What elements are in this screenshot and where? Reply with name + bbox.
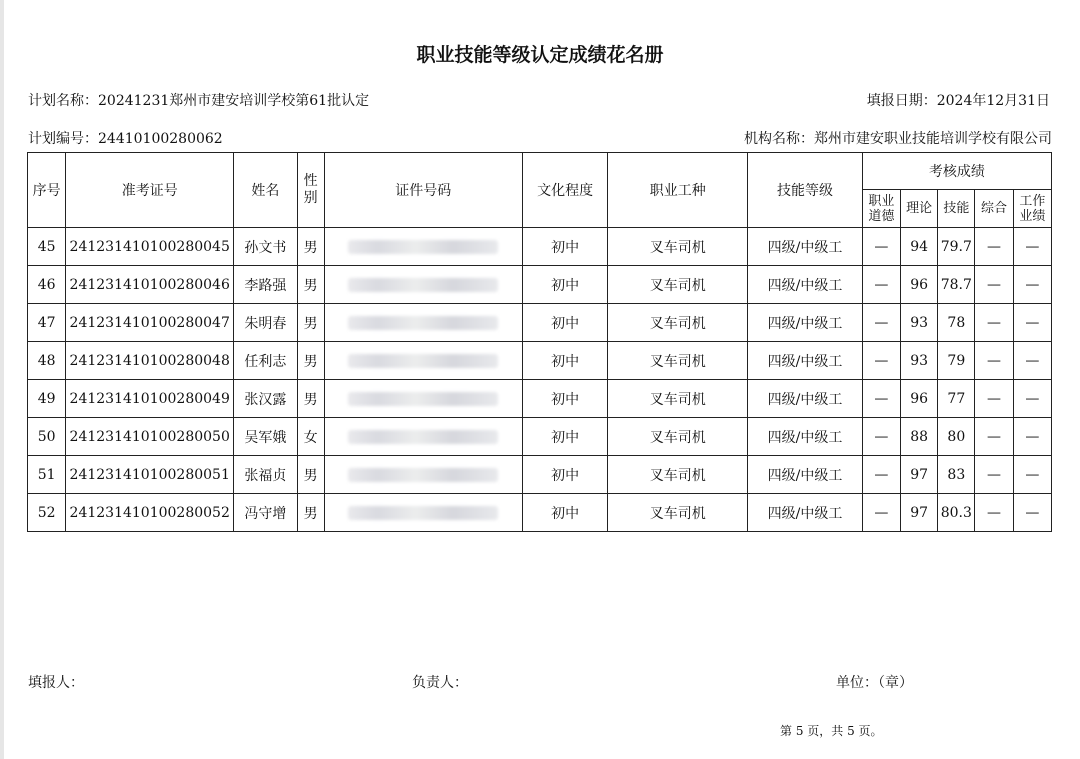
header-skill: 技能 [938, 190, 975, 228]
page-left-edge [0, 0, 4, 759]
cell-theory: 88 [901, 418, 938, 456]
cell-ethics: — [862, 228, 900, 266]
cell-gender: 女 [297, 418, 324, 456]
cell-overall: — [975, 304, 1013, 342]
cell-performance: — [1013, 380, 1051, 418]
header-scores: 考核成绩 [862, 153, 1051, 190]
cell-seq: 52 [28, 494, 66, 532]
cell-level: 四级/中级工 [748, 380, 863, 418]
cell-education: 初中 [522, 304, 607, 342]
cell-overall: — [975, 494, 1013, 532]
header-theory: 理论 [901, 190, 938, 228]
cell-id-redacted [324, 380, 522, 418]
cell-name: 冯守增 [234, 494, 297, 532]
cell-name: 朱明春 [234, 304, 297, 342]
cell-theory: 93 [901, 342, 938, 380]
cell-theory: 94 [901, 228, 938, 266]
cell-seq: 46 [28, 266, 66, 304]
footer-filler: 填报人： [28, 675, 84, 691]
table-row [28, 494, 1052, 532]
cell-job: 叉车司机 [608, 418, 748, 456]
header-id: 证件号码 [324, 153, 522, 228]
table-row [28, 380, 1052, 418]
score-roster-table [27, 152, 1052, 532]
cell-overall: — [975, 342, 1013, 380]
cell-name: 李路强 [234, 266, 297, 304]
cell-gender: 男 [297, 494, 324, 532]
cell-performance: — [1013, 304, 1051, 342]
cell-ticket: 241231410100280052 [66, 494, 234, 532]
cell-overall: — [975, 456, 1013, 494]
table-row [28, 418, 1052, 456]
cell-job: 叉车司机 [608, 342, 748, 380]
cell-level: 四级/中级工 [748, 266, 863, 304]
header-ethics: 职业道德 [862, 190, 900, 228]
cell-performance: — [1013, 494, 1051, 532]
cell-skill: 79 [938, 342, 975, 380]
header-name: 姓名 [234, 153, 297, 228]
cell-performance: — [1013, 266, 1051, 304]
cell-overall: — [975, 266, 1013, 304]
org-name: 机构名称：郑州市建安职业技能培训学校有限公司 [744, 131, 1052, 147]
cell-name: 孙文书 [234, 228, 297, 266]
table-row [28, 266, 1052, 304]
redaction-blur [348, 430, 498, 444]
cell-id-redacted [324, 228, 522, 266]
cell-ticket: 241231410100280048 [66, 342, 234, 380]
redaction-blur [348, 392, 498, 406]
header-ticket: 准考证号 [66, 153, 234, 228]
table-row [28, 456, 1052, 494]
cell-name: 张福贞 [234, 456, 297, 494]
cell-ticket: 241231410100280049 [66, 380, 234, 418]
cell-ethics: — [862, 456, 900, 494]
cell-seq: 50 [28, 418, 66, 456]
header-level: 技能等级 [748, 153, 863, 228]
cell-skill: 80 [938, 418, 975, 456]
cell-skill: 78 [938, 304, 975, 342]
cell-ethics: — [862, 418, 900, 456]
cell-ticket: 241231410100280050 [66, 418, 234, 456]
cell-ticket: 241231410100280051 [66, 456, 234, 494]
redaction-blur [348, 506, 498, 520]
cell-theory: 97 [901, 456, 938, 494]
cell-theory: 96 [901, 380, 938, 418]
cell-ethics: — [862, 266, 900, 304]
cell-name: 任利志 [234, 342, 297, 380]
table-row [28, 304, 1052, 342]
cell-performance: — [1013, 418, 1051, 456]
cell-id-redacted [324, 304, 522, 342]
cell-ethics: — [862, 304, 900, 342]
redaction-blur [348, 354, 498, 368]
cell-job: 叉车司机 [608, 494, 748, 532]
header-seq: 序号 [28, 153, 66, 228]
cell-job: 叉车司机 [608, 228, 748, 266]
cell-gender: 男 [297, 456, 324, 494]
cell-gender: 男 [297, 266, 324, 304]
cell-ticket: 241231410100280045 [66, 228, 234, 266]
header-performance: 工作业绩 [1013, 190, 1051, 228]
header-gender: 性别 [297, 153, 324, 228]
cell-level: 四级/中级工 [748, 418, 863, 456]
cell-ethics: — [862, 494, 900, 532]
cell-gender: 男 [297, 342, 324, 380]
cell-ticket: 241231410100280047 [66, 304, 234, 342]
cell-job: 叉车司机 [608, 266, 748, 304]
cell-skill: 80.3 [938, 494, 975, 532]
cell-ethics: — [862, 380, 900, 418]
header-education: 文化程度 [522, 153, 607, 228]
page-indicator: 第 5 页，共 5 页。 [780, 724, 883, 738]
cell-performance: — [1013, 456, 1051, 494]
cell-name: 吴军娥 [234, 418, 297, 456]
redaction-blur [348, 468, 498, 482]
cell-level: 四级/中级工 [748, 456, 863, 494]
cell-ethics: — [862, 342, 900, 380]
table-row [28, 228, 1052, 266]
cell-job: 叉车司机 [608, 304, 748, 342]
cell-job: 叉车司机 [608, 380, 748, 418]
cell-skill: 79.7 [938, 228, 975, 266]
footer-responsible: 负责人： [412, 675, 468, 691]
cell-skill: 77 [938, 380, 975, 418]
cell-id-redacted [324, 342, 522, 380]
plan-code: 计划编号：24410100280062 [28, 131, 223, 147]
fill-date: 填报日期：2024年12月31日 [866, 93, 1050, 109]
cell-education: 初中 [522, 266, 607, 304]
cell-id-redacted [324, 266, 522, 304]
cell-education: 初中 [522, 418, 607, 456]
cell-education: 初中 [522, 380, 607, 418]
header-overall: 综合 [975, 190, 1013, 228]
cell-overall: — [975, 228, 1013, 266]
cell-education: 初中 [522, 456, 607, 494]
cell-overall: — [975, 418, 1013, 456]
plan-name: 计划名称：20241231郑州市建安培训学校第61批认定 [28, 93, 370, 109]
cell-level: 四级/中级工 [748, 342, 863, 380]
cell-skill: 78.7 [938, 266, 975, 304]
cell-gender: 男 [297, 228, 324, 266]
cell-theory: 93 [901, 304, 938, 342]
cell-id-redacted [324, 456, 522, 494]
cell-seq: 48 [28, 342, 66, 380]
redaction-blur [348, 316, 498, 330]
cell-seq: 47 [28, 304, 66, 342]
cell-id-redacted [324, 418, 522, 456]
cell-education: 初中 [522, 228, 607, 266]
cell-name: 张汉露 [234, 380, 297, 418]
cell-ticket: 241231410100280046 [66, 266, 234, 304]
footer-unit-seal: 单位：（章） [836, 675, 913, 691]
cell-performance: — [1013, 342, 1051, 380]
cell-education: 初中 [522, 494, 607, 532]
cell-id-redacted [324, 494, 522, 532]
cell-seq: 45 [28, 228, 66, 266]
cell-skill: 83 [938, 456, 975, 494]
cell-level: 四级/中级工 [748, 228, 863, 266]
cell-education: 初中 [522, 342, 607, 380]
cell-seq: 51 [28, 456, 66, 494]
redaction-blur [348, 240, 498, 254]
cell-level: 四级/中级工 [748, 494, 863, 532]
cell-job: 叉车司机 [608, 456, 748, 494]
redaction-blur [348, 278, 498, 292]
cell-gender: 男 [297, 380, 324, 418]
cell-overall: — [975, 380, 1013, 418]
cell-level: 四级/中级工 [748, 304, 863, 342]
header-job: 职业工种 [608, 153, 748, 228]
document-title: 职业技能等级认定成绩花名册 [416, 44, 664, 66]
cell-theory: 97 [901, 494, 938, 532]
cell-seq: 49 [28, 380, 66, 418]
table-row [28, 342, 1052, 380]
cell-theory: 96 [901, 266, 938, 304]
cell-gender: 男 [297, 304, 324, 342]
cell-performance: — [1013, 228, 1051, 266]
